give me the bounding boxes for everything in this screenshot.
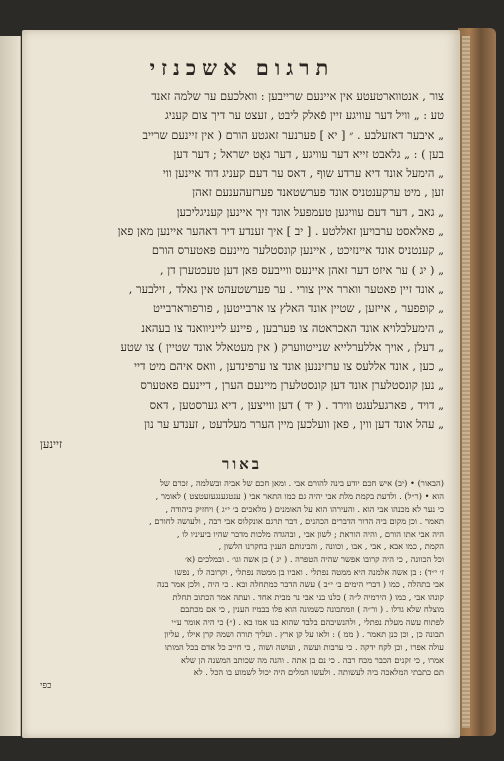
commentary-line: היה אבי אתו הורם , והיה הוראת ; לשון אבי , ובהגדה מלכות מדבר שהיו ביעיניו לו , [176,528,444,539]
main-text-line: „ הימעלבלויא אונד האכראטה צו פערבען , פיינע לייניוואנד צו בעהאנ [141,320,444,335]
main-text-line: צור , אנטווארטעטע אין איינעם שרייבען : וואלכעם ער שלמה זאנד [151,89,444,103]
commentary-line: הקמת , כמו אבא , אבי , אבו , וכוונה , והבינותם הענין בחקרנו הלשון , [218,541,444,552]
main-text-line: „ אונד זיין פאטער ווארר איין צורי . ער פערשטעהט אין גאלד , זילבער , [128,281,444,296]
commentary-line: תבונה כן , וכן כנן תאמר . ( ממ ) : ולאו על קן ארץ . ועליך תורה ושמה קרן אילו , עליון [164,629,444,640]
main-text-line: „ ( יג ) ער איזט דער זאהן איינעס ווייבעס פאן דען טעכטערן דן , [159,262,444,277]
main-text-line: „ גאב , דער דעם עוויגען טעמפעל אונד זיך איינען קעניגליכען [176,204,444,219]
main-text-line: בען ) : „ גלאבט זייא דער עוויגע , דער גאָט ישראל ; דער דען [173,146,444,161]
main-text-line: זען , מיט ערקענטניס אונד פערשטאנד פערזעהענעם זאהן [192,185,444,200]
commentary-line: אמרו , כי זקנים הכבר מכח רבה . כי נם בן אתה . והנה מה שכותב המשנה הן שלא [180,654,444,665]
commentary-line: קונהו אבי , כמו ( הירמיה ל״ה ) כלנו בני אבי נר מבית אחד . ועתה אמר הכתוב תחלת [172,591,444,602]
commentary-line: כי נער לא מכנהו אבי הוא . והעירהו הוא על האומנים ( מלאכים ב׳ י״ג ) ויחזיק ביהודה , [165,503,444,514]
main-text-line: „ עהל אונד דען ווין , פאן וועלכען מיין הערר מעלדעט , זענדע ער נון [144,417,444,432]
commentary-line: מוצלח שלא גדלו . ( ור״ה ) וזמתכונה כשמונה הוא פלו בבמיז הענין , כי אם מכתבם [180,604,444,615]
main-text-line: „ קענטניס אונד איינזיכט , איינען קונסטלער מיינעם פאטערס הורם [151,243,444,258]
commentary-catchword: כפי [40,680,52,691]
main-text-line: טע : „ וויל דער עוויגע זיין פֿאלק ליבט , זעצט ער דיך צום קעניג [164,108,444,123]
commentary-line: וכל הכוונה , כי היה קרובו אפשר שהיה הטפרה . ( יג ) בן אשה וגו׳ . ובמלכים (א׳ [184,553,444,564]
main-text-line: „ נען קונסטלערן אונד דען קונסטלערן מיינעם הערן , דיינעם פאטערס [140,378,444,393]
commentary-line: תאמר . וכן מקום ביה הדור הדברים הכהנים , דבר תרגם אונקלוס אבי רבה , ולעושה לחורם , [149,516,444,527]
page-text-block [40,55,444,691]
main-text-line: „ כען , אונד אללעס צו ערזיננען אונד צו ערפינדען , וואס איהם מיט דיי [134,359,444,374]
commentary-line: תם כתבתי המלאכה ביה לעשותה . ולעשו המלים היה יכול לשמוע בו הכל . לא [193,667,444,678]
main-catchword: זיינען [40,437,63,452]
main-text-line: „ דעלן , אויך אללערלייא שנייטווערק ( אין מעטאלל אונד שטיין ) צו שטע [120,339,444,354]
main-text-line: „ דויד , פארגעלעגט ווירד . ( יד ) דען ווייצען , דיא גערסטען , דאס [149,397,444,412]
commentary-line: הוא • (ר״ל) . ולדעת בקמת מלת אבי יהיה גם כמו התאר אבי ( ענטגענגעזעטצט ) לאומר , [155,490,444,501]
catchword-row [40,435,444,453]
commentary-heading: באור [221,455,263,474]
commentary-line: עולה אפרו , וכן לקח ידקה . כי ערבות ועשה , ועושה ושוה , כי חייב כל אדם בכל המותו [164,642,444,653]
main-text-line: „ איבער דאזעלבע . ״ [ יא ] פערנער זאגטע הורם ( אין זיינעם שרייב [142,127,444,142]
main-text-line: „ הימעל אונד דיא ערדע שוף , דאס ער דעם קעניג דוד איינען ווי [162,166,444,181]
running-title: תרגום אשכנזי [149,55,335,80]
main-text [40,87,444,434]
commentary-line: לפתוח עשה מעלת נפתלי , ולהנשיבהם בלבד שהוא בנו אמו בא . (״) כי היה אומר ע״י [171,616,444,627]
main-text-line: „ פאלאסט ערבויען זאללטע . [ יב ] איך זענדע דיר דאהער איינען מאן פאן [117,224,444,239]
commentary-line: אבי בתהלה , כמו ( דברי הימים ב׳ י״ב ) עשה הדבר כמתחלה ובא . כי היה , ולכן אמר בנה [156,579,444,590]
book-fore-edge [458,28,496,736]
previous-page-edge [0,36,21,736]
commentary-line: (הבאור) • (יב) איש חכם יודע בינה להורם אבי . ומאן חכם של אביה ובשלמה , זכרם של [160,478,444,489]
main-text-line: „ קופפער , אייזען , שטיין אונד האלץ צו ארבייטען , פורפורארבייט [152,301,444,316]
commentary-line: ז׳ י״ד) : בן אשה אלמנה היא ממטה נפתלי . ואביו בן ממטה נפתלי , וקרובה לו , נפשו [174,566,444,577]
commentary-text [40,477,444,679]
